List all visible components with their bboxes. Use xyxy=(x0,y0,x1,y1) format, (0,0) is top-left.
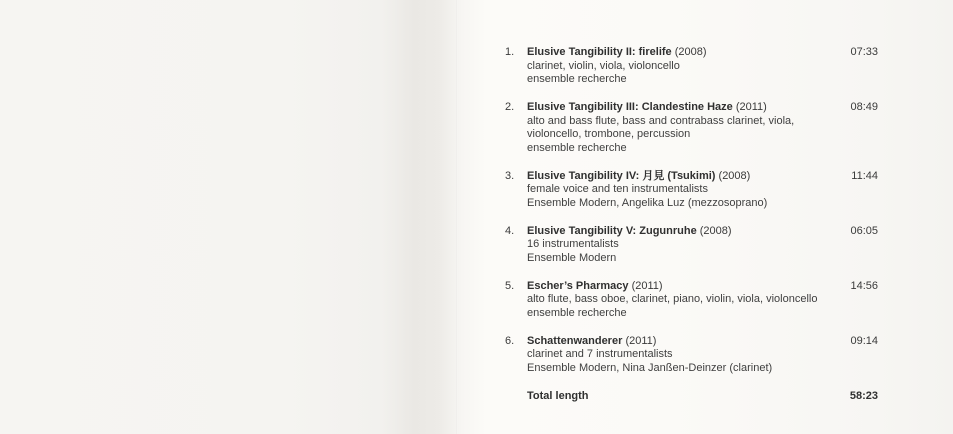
track-performers: ensemble recherche xyxy=(527,306,627,319)
track-number: 2. xyxy=(505,101,515,113)
track-duration: 07:33 xyxy=(850,46,878,58)
total-length-label: Total length xyxy=(527,389,589,402)
total-length-value: 58:23 xyxy=(849,389,878,402)
track-number: 1. xyxy=(505,46,515,58)
track-title-line xyxy=(527,101,834,115)
track-row xyxy=(505,335,878,376)
track-performers: ensemble recherche xyxy=(527,141,627,154)
total-length-row xyxy=(505,390,878,404)
track-info xyxy=(527,46,834,87)
track-title-line xyxy=(527,280,834,294)
track-row xyxy=(505,46,878,87)
track-number: 6. xyxy=(505,334,515,347)
track-title-line xyxy=(527,46,834,60)
track-title: Schattenwanderer xyxy=(527,334,623,347)
track-instrumentation: alto and bass flute, bass and contrabass clarinet, viola, xyxy=(527,114,795,127)
track-instrumentation: clarinet, violin, viola, violoncello xyxy=(527,59,680,72)
track-info xyxy=(527,170,834,211)
track-row xyxy=(505,280,878,321)
tracklist xyxy=(505,46,878,403)
track-performers: Ensemble Modern xyxy=(527,251,617,264)
track-performers: ensemble recherche xyxy=(527,73,627,85)
track-title: Elusive Tangibility II: firelife xyxy=(527,46,672,58)
track-instrumentation: clarinet and 7 instrumentalists xyxy=(527,348,673,360)
track-number: 5. xyxy=(505,279,515,292)
track-duration: 06:05 xyxy=(850,224,878,237)
track-performers: Ensemble Modern, Nina Janßen-Deinzer (clarinet) xyxy=(527,361,773,374)
track-info xyxy=(527,335,834,376)
track-year: (2008) xyxy=(718,169,751,182)
track-info xyxy=(527,101,834,155)
track-instrumentation: alto flute, bass oboe, clarinet, piano, violin, viola, violoncello xyxy=(527,293,818,305)
track-row xyxy=(505,101,878,155)
track-number: 3. xyxy=(505,169,515,182)
track-year: (2008) xyxy=(699,224,732,237)
track-year: (2011) xyxy=(625,334,657,347)
track-info xyxy=(527,280,834,321)
page-fold xyxy=(456,0,458,434)
track-title: Elusive Tangibility IV: 月見 (Tsukimi) xyxy=(527,169,716,182)
track-duration: 14:56 xyxy=(850,279,878,292)
track-title: Escher’s Pharmacy xyxy=(527,279,629,292)
track-performers: Ensemble Modern, Angelika Luz (mezzosoprano) xyxy=(527,196,768,209)
track-info xyxy=(527,225,834,266)
track-duration: 09:14 xyxy=(850,334,878,347)
track-title: Elusive Tangibility III: Clandestine Haze xyxy=(527,101,733,113)
track-title-line xyxy=(527,170,834,184)
track-duration: 08:49 xyxy=(850,101,878,113)
track-row xyxy=(505,170,878,211)
track-number: 4. xyxy=(505,224,515,237)
track-instrumentation: 16 instrumentalists xyxy=(527,238,619,250)
track-instrumentation: female voice and ten instrumentalists xyxy=(527,183,708,195)
track-duration: 11:44 xyxy=(851,169,878,182)
track-year: (2011) xyxy=(735,101,767,113)
track-title-line xyxy=(527,225,834,239)
track-row xyxy=(505,225,878,266)
track-title-line xyxy=(527,335,834,349)
track-year: (2008) xyxy=(674,46,707,58)
track-instrumentation: violoncello, trombone, percussion xyxy=(527,128,691,140)
track-title: Elusive Tangibility V: Zugunruhe xyxy=(527,224,697,237)
track-year: (2011) xyxy=(631,279,663,292)
